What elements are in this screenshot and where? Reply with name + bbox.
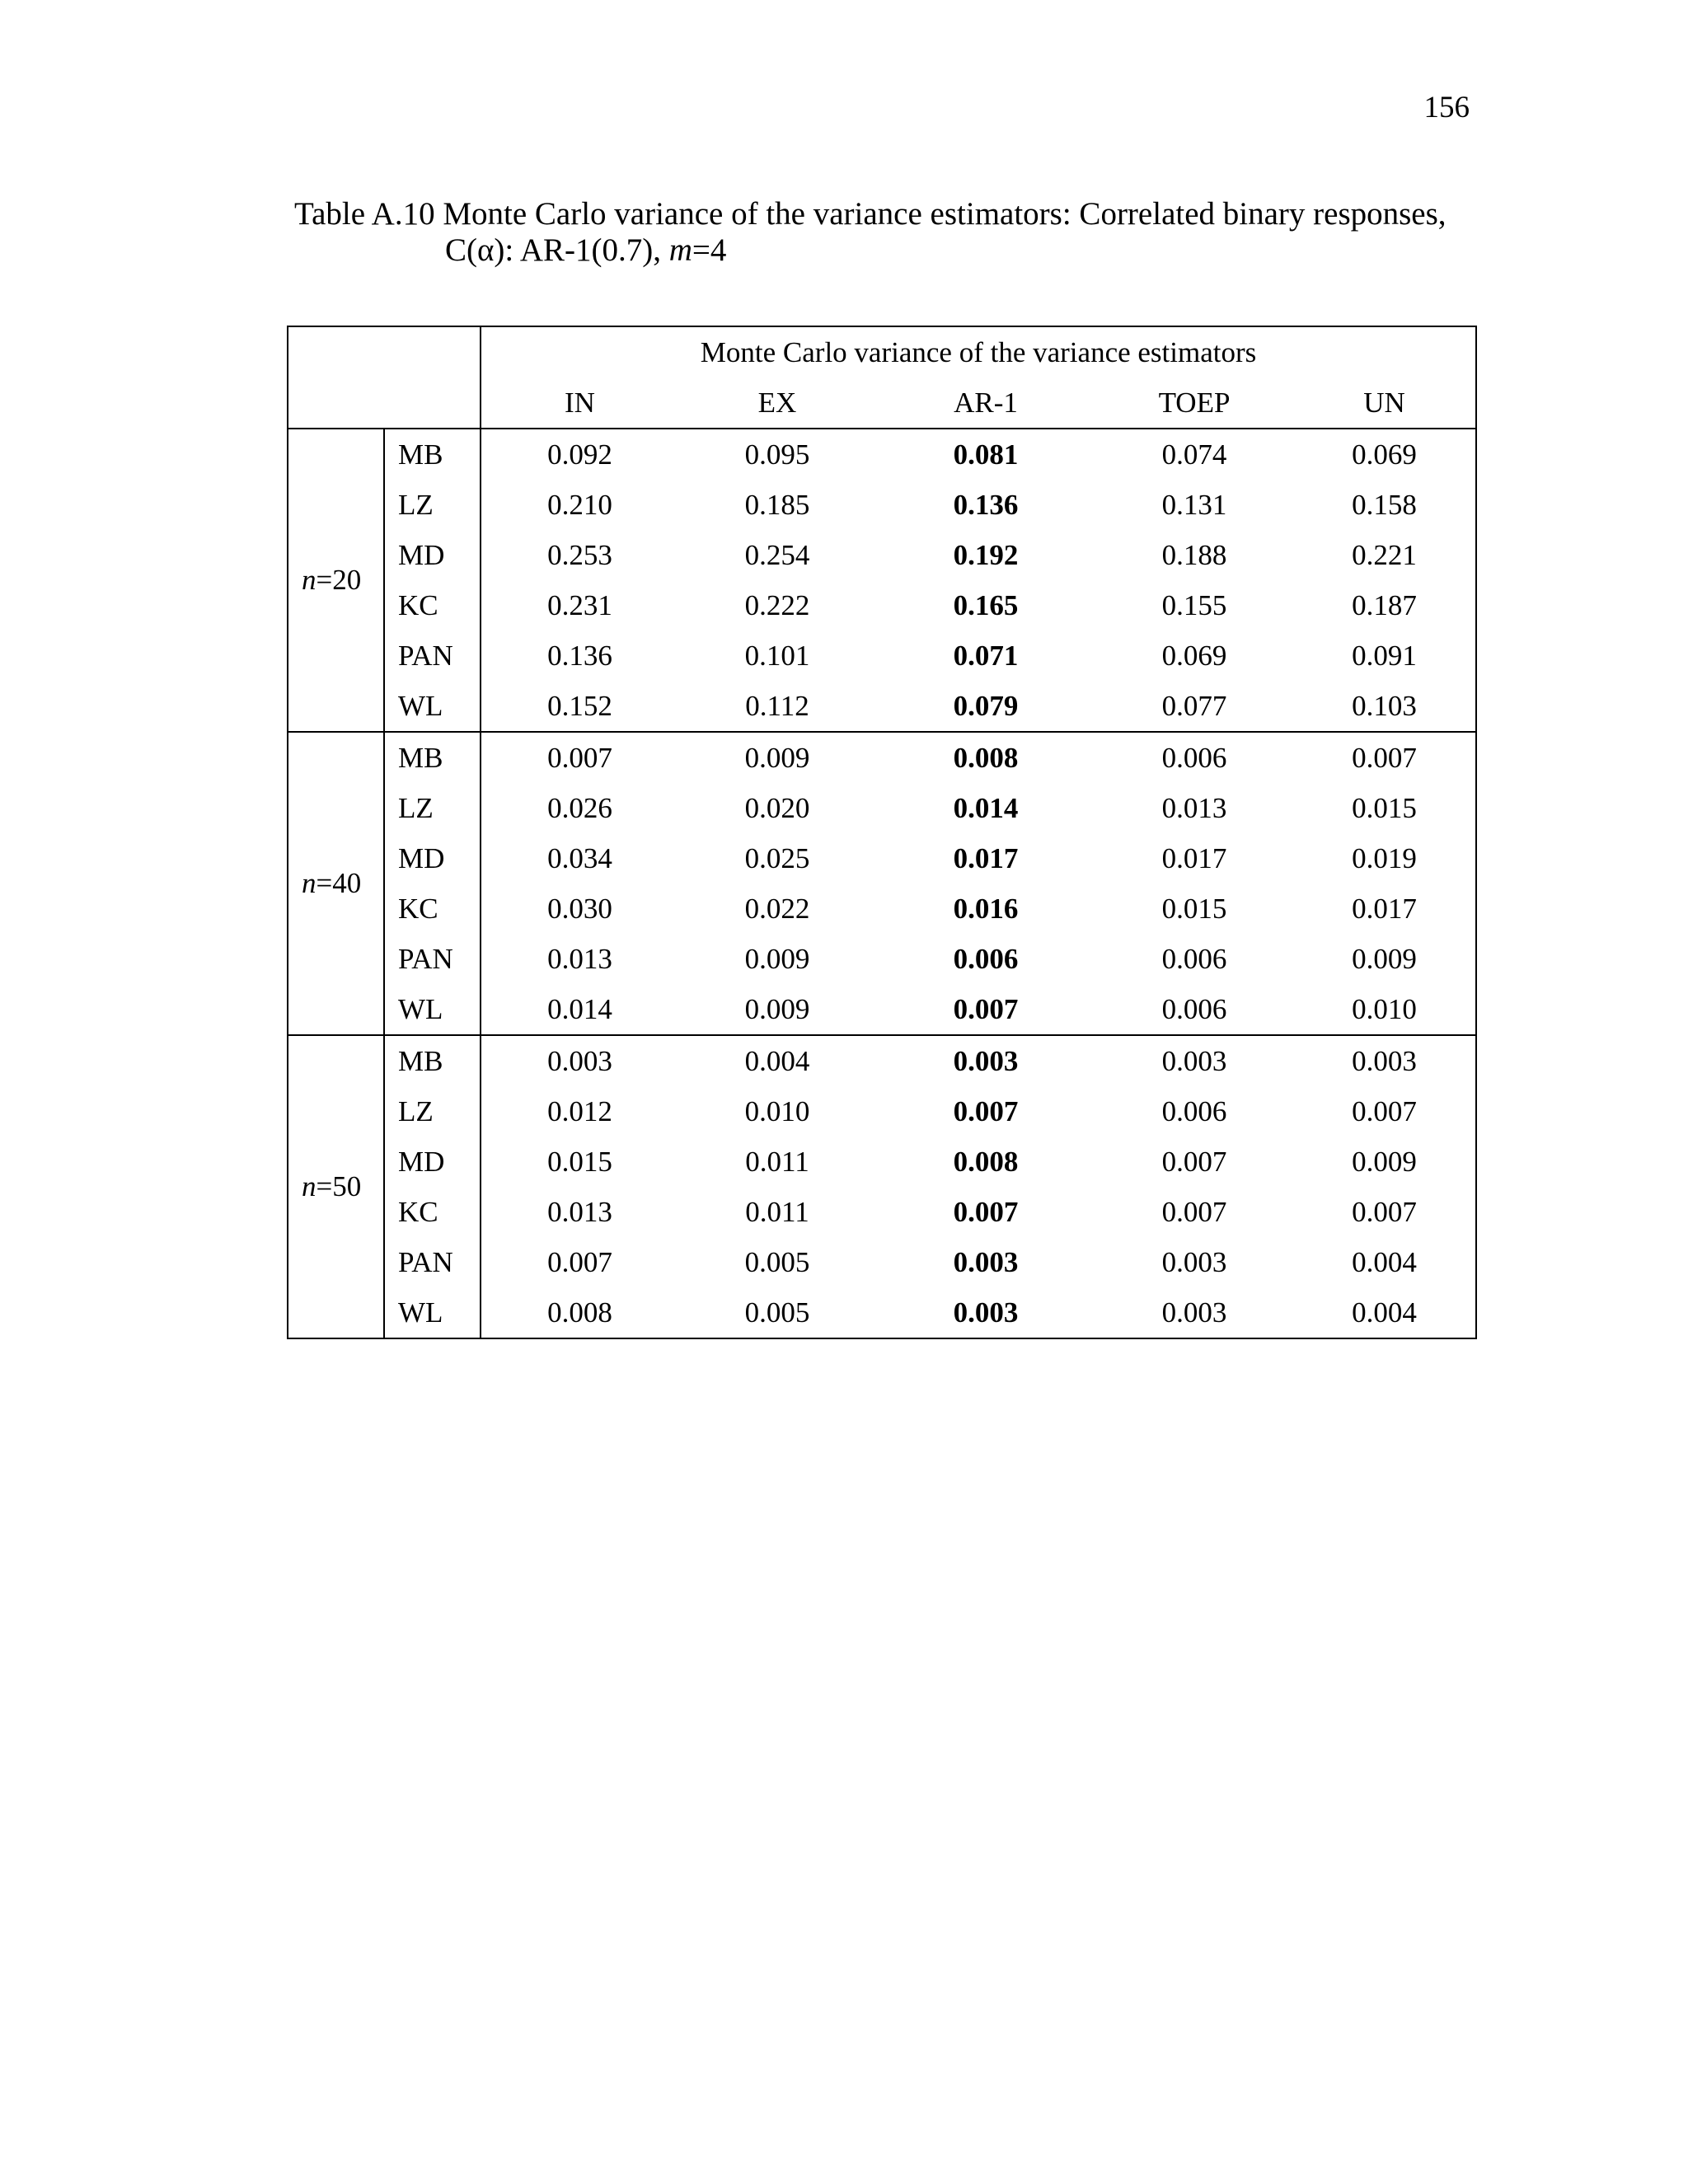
estimator-label: WL <box>384 1287 481 1338</box>
table-cell: 0.025 <box>744 841 810 874</box>
sample-size-variable: n <box>302 564 316 596</box>
sample-size-value: =20 <box>316 564 362 596</box>
table-cell: 0.008 <box>481 1287 678 1338</box>
caption-m-variable: m <box>668 232 692 268</box>
table-cell: 0.010 <box>744 1094 810 1127</box>
estimator-label: LZ <box>384 480 481 530</box>
sample-size-variable: n <box>302 867 316 899</box>
table-cell: 0.006 <box>953 942 1019 975</box>
table-cell: 0.003 <box>953 1044 1019 1077</box>
table-cell: 0.007 <box>876 984 1095 1035</box>
table-row <box>288 480 1476 530</box>
table-cell: 0.009 <box>1293 934 1476 984</box>
table-cell: 0.003 <box>876 1287 1095 1338</box>
table-cell: 0.020 <box>744 791 810 824</box>
table-caption <box>294 196 1481 269</box>
table-cell: 0.017 <box>1161 841 1227 874</box>
table-cell: 0.016 <box>953 892 1019 925</box>
table-cell: 0.071 <box>953 639 1019 672</box>
table-row <box>288 783 1476 833</box>
table-cell: 0.019 <box>1293 833 1476 883</box>
caption-line-2-prefix: C(α): AR-1(0.7), <box>445 232 669 268</box>
table-cell: 0.014 <box>481 984 678 1035</box>
table-cell: 0.004 <box>1293 1287 1476 1338</box>
table-cell: 0.253 <box>547 538 612 571</box>
estimator-label: LZ <box>384 1086 481 1137</box>
estimator-label: PAN <box>384 630 481 681</box>
table-cell: 0.136 <box>953 488 1019 521</box>
table-cell: 0.091 <box>1293 630 1476 681</box>
table-cell: 0.007 <box>547 741 612 774</box>
table-cell: 0.004 <box>1293 1237 1476 1287</box>
column-header-ex: EX <box>678 377 876 429</box>
table-cell: 0.003 <box>1161 1044 1227 1077</box>
estimator-label: PAN <box>384 934 481 984</box>
table-cell: 0.131 <box>1161 488 1227 521</box>
table-cell: 0.254 <box>744 538 810 571</box>
sample-size-label <box>288 732 384 1035</box>
table-cell: 0.006 <box>1161 741 1227 774</box>
table-cell: 0.074 <box>1161 438 1227 471</box>
table-cell: 0.081 <box>953 438 1019 471</box>
table-cell: 0.026 <box>547 791 612 824</box>
table-cell: 0.010 <box>1293 984 1476 1035</box>
table-cell: 0.015 <box>547 1145 612 1178</box>
caption-line-1: Table A.10 Monte Carlo variance of the variance estimators: Correlated binary responses, <box>294 196 1447 232</box>
table-cell: 0.003 <box>953 1245 1019 1278</box>
table-cell: 0.013 <box>547 1195 612 1228</box>
table-cell: 0.222 <box>744 588 810 621</box>
table-cell: 0.101 <box>744 639 810 672</box>
table-cell: 0.009 <box>744 942 810 975</box>
column-header-ar-1: AR-1 <box>876 377 1095 429</box>
table-cell: 0.152 <box>481 681 678 732</box>
table-cell: 0.007 <box>1293 732 1476 783</box>
table-cell: 0.006 <box>1095 984 1293 1035</box>
table-row <box>288 530 1476 580</box>
estimator-label: WL <box>384 681 481 732</box>
table-row <box>288 429 1476 480</box>
table-row <box>288 883 1476 934</box>
table-body <box>288 326 1476 1338</box>
table-cell: 0.008 <box>953 1145 1019 1178</box>
table-cell: 0.007 <box>547 1245 612 1278</box>
table-row <box>288 1187 1476 1237</box>
table-cell: 0.188 <box>1161 538 1227 571</box>
table-row <box>288 1086 1476 1137</box>
table-cell: 0.007 <box>1161 1145 1227 1178</box>
table-cell: 0.005 <box>678 1287 876 1338</box>
estimator-label: KC <box>384 580 481 630</box>
table-cell: 0.003 <box>1095 1287 1293 1338</box>
table-cell: 0.017 <box>953 841 1019 874</box>
table-corner-cell <box>288 326 481 429</box>
sample-size-label <box>288 1035 384 1338</box>
table-cell: 0.034 <box>547 841 612 874</box>
estimator-label: MB <box>384 1035 481 1086</box>
sample-size-value: =50 <box>316 1170 362 1202</box>
table-row <box>288 681 1476 732</box>
table-cell: 0.158 <box>1293 480 1476 530</box>
table-cell: 0.079 <box>876 681 1095 732</box>
table-cell: 0.069 <box>1161 639 1227 672</box>
table-cell: 0.006 <box>1161 942 1227 975</box>
column-group-header: Monte Carlo variance of the variance estimators <box>481 326 1476 377</box>
table-cell: 0.007 <box>953 1195 1019 1228</box>
table-cell: 0.187 <box>1293 580 1476 630</box>
table-cell: 0.006 <box>1161 1094 1227 1127</box>
table-cell: 0.092 <box>547 438 612 471</box>
table-cell: 0.011 <box>745 1195 809 1228</box>
column-header-in: IN <box>481 377 678 429</box>
table-cell: 0.231 <box>547 588 612 621</box>
table-cell: 0.007 <box>1293 1187 1476 1237</box>
table-row <box>288 1287 1476 1338</box>
estimator-label: MB <box>384 429 481 480</box>
estimator-label: MD <box>384 1137 481 1187</box>
table-cell: 0.221 <box>1293 530 1476 580</box>
table-cell: 0.103 <box>1293 681 1476 732</box>
table-cell: 0.013 <box>547 942 612 975</box>
table-cell: 0.095 <box>744 438 810 471</box>
page-number: 156 <box>1423 91 1470 124</box>
column-header-toep: TOEP <box>1095 377 1293 429</box>
table-row <box>288 1137 1476 1187</box>
table-cell: 0.017 <box>1293 883 1476 934</box>
estimator-label: KC <box>384 1187 481 1237</box>
table-row <box>288 833 1476 883</box>
table-cell: 0.112 <box>678 681 876 732</box>
table-cell: 0.155 <box>1161 588 1227 621</box>
table-cell: 0.013 <box>1161 791 1227 824</box>
results-table <box>287 326 1477 1339</box>
table-cell: 0.014 <box>953 791 1019 824</box>
table-row <box>288 630 1476 681</box>
table-row <box>288 580 1476 630</box>
table-cell: 0.069 <box>1293 429 1476 480</box>
table-cell: 0.004 <box>744 1044 810 1077</box>
table-cell: 0.007 <box>953 1094 1019 1127</box>
table-cell: 0.022 <box>744 892 810 925</box>
table-row <box>288 934 1476 984</box>
table-row <box>288 1237 1476 1287</box>
table-cell: 0.165 <box>953 588 1019 621</box>
table-cell: 0.003 <box>547 1044 612 1077</box>
table-cell: 0.007 <box>1161 1195 1227 1228</box>
table-row <box>288 732 1476 783</box>
table-cell: 0.005 <box>744 1245 810 1278</box>
table-cell: 0.210 <box>547 488 612 521</box>
sample-size-value: =40 <box>316 867 362 899</box>
table-cell: 0.015 <box>1293 783 1476 833</box>
estimator-label: MD <box>384 833 481 883</box>
estimator-label: LZ <box>384 783 481 833</box>
table-cell: 0.015 <box>1161 892 1227 925</box>
estimator-label: PAN <box>384 1237 481 1287</box>
table-cell: 0.030 <box>547 892 612 925</box>
caption-line-2 <box>294 232 1481 269</box>
table-cell: 0.007 <box>1293 1086 1476 1137</box>
estimator-label: KC <box>384 883 481 934</box>
table-row <box>288 1035 1476 1086</box>
table-cell: 0.009 <box>744 741 810 774</box>
table-cell: 0.012 <box>547 1094 612 1127</box>
table-cell: 0.077 <box>1095 681 1293 732</box>
estimator-label: MB <box>384 732 481 783</box>
sample-size-label <box>288 429 384 732</box>
table-cell: 0.003 <box>1161 1245 1227 1278</box>
table-cell: 0.136 <box>547 639 612 672</box>
table-cell: 0.185 <box>744 488 810 521</box>
estimator-label: WL <box>384 984 481 1035</box>
estimator-label: MD <box>384 530 481 580</box>
table-cell: 0.009 <box>1293 1137 1476 1187</box>
column-header-un: UN <box>1293 377 1476 429</box>
table-cell: 0.008 <box>953 741 1019 774</box>
table-cell: 0.009 <box>678 984 876 1035</box>
table-cell: 0.011 <box>745 1145 809 1178</box>
sample-size-variable: n <box>302 1170 316 1202</box>
caption-m-value: =4 <box>692 232 727 268</box>
table-row <box>288 984 1476 1035</box>
table-cell: 0.192 <box>953 538 1019 571</box>
table-cell: 0.003 <box>1293 1035 1476 1086</box>
table-header-row-1 <box>288 326 1476 377</box>
